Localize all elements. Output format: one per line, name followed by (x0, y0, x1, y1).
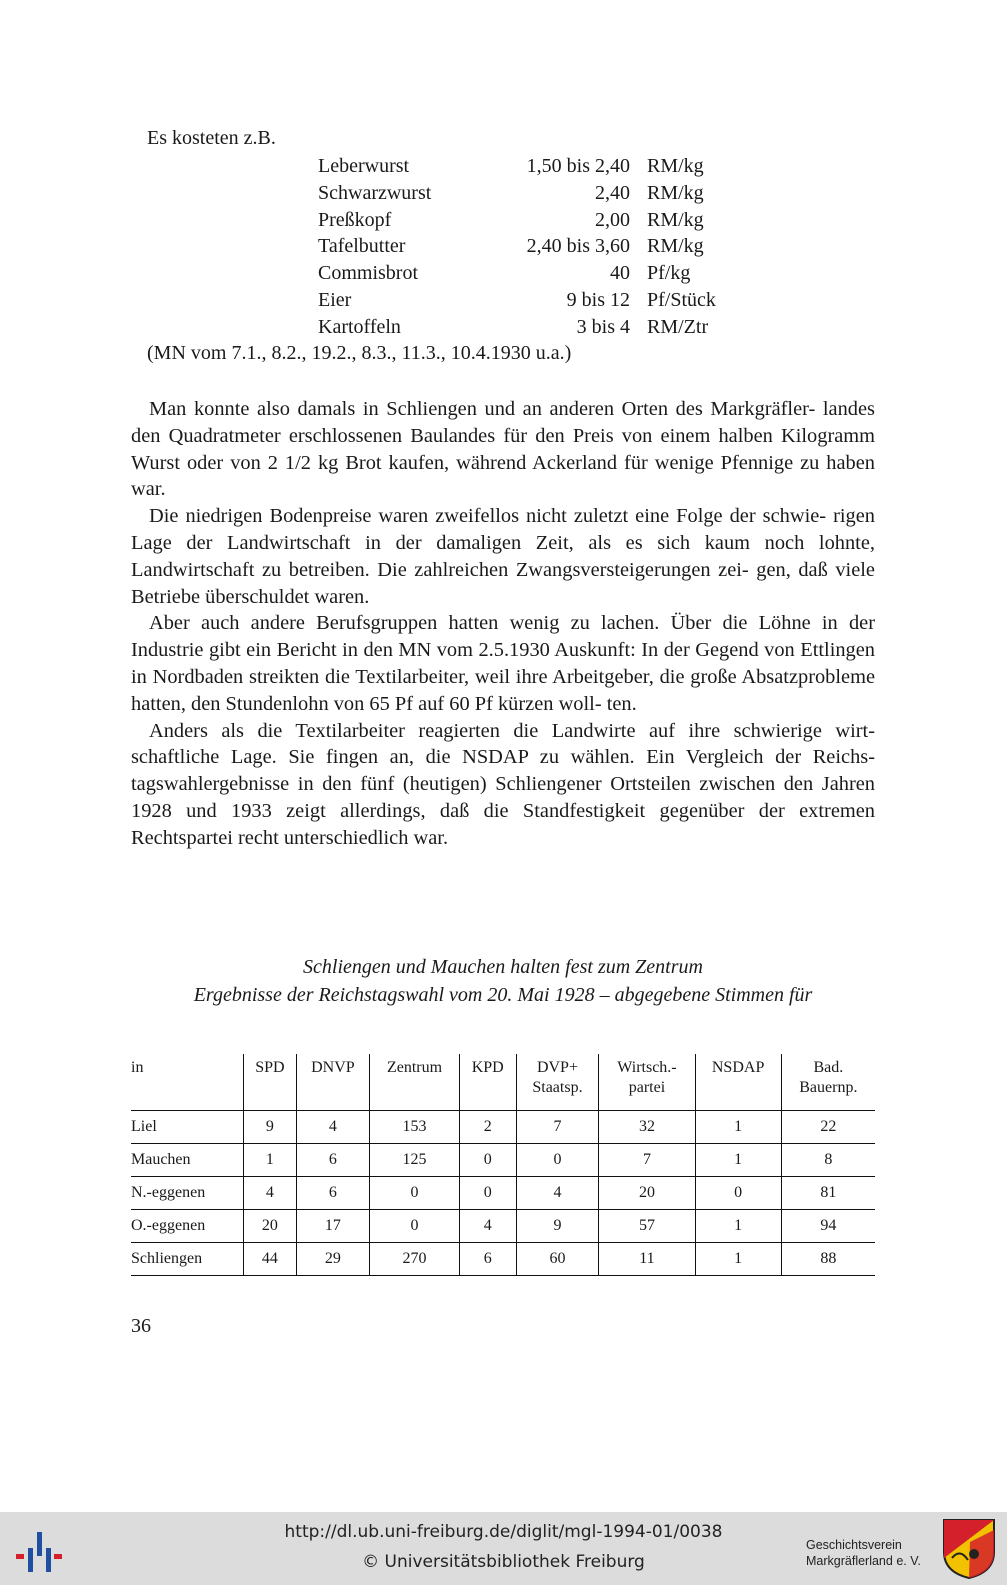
table-cell: 4 (244, 1177, 297, 1210)
table-cell: 7 (599, 1144, 695, 1177)
price-item: Leberwurst (318, 155, 410, 177)
table-cell: 9 (244, 1111, 297, 1144)
table-cell: 94 (781, 1210, 875, 1243)
table-cell: 7 (516, 1111, 599, 1144)
price-item: Commisbrot (318, 262, 419, 285)
table-cell: 0 (370, 1177, 460, 1210)
table-caption-title: Schliengen und Mauchen halten fest zum Zentrum (303, 956, 703, 978)
table-cell: 1 (695, 1243, 781, 1276)
viewer-footer (0, 1512, 1007, 1585)
price-row (318, 207, 738, 234)
document-url-link[interactable]: http://dl.ub.uni-freiburg.de/diglit/mgl-1994-01/0038 (284, 1522, 723, 1542)
table-cell: 0 (370, 1210, 460, 1243)
body-text (131, 396, 875, 852)
table-cell: Liel (131, 1111, 244, 1144)
table-row (131, 1177, 875, 1210)
table-cell: 0 (459, 1144, 516, 1177)
table-cell: 1 (695, 1144, 781, 1177)
table-row (131, 1111, 875, 1144)
price-value: 1,50 bis 2,40 (526, 155, 630, 177)
table-cell: 32 (599, 1111, 695, 1144)
society-name[interactable] (806, 1537, 921, 1569)
price-item: Schwarzwurst (318, 181, 432, 204)
table-cell: 2 (459, 1111, 516, 1144)
price-value: 40 (610, 262, 630, 285)
price-item: Tafelbutter (318, 235, 406, 258)
price-value: 2,40 bis 3,60 (526, 235, 630, 258)
table-cell: 60 (516, 1243, 599, 1276)
table-cell: 9 (516, 1210, 599, 1243)
table-row (131, 1210, 875, 1243)
price-value: 2,40 (595, 181, 630, 204)
price-item: Kartoffeln (318, 315, 401, 338)
column-header: in (131, 1054, 244, 1111)
price-item: Eier (318, 288, 352, 311)
price-source-note: (MN vom 7.1., 8.2., 19.2., 8.3., 11.3., 10.4.1930 u.a.) (147, 342, 572, 364)
table-cell: 153 (370, 1111, 460, 1144)
table-cell: 11 (599, 1243, 695, 1276)
table-cell: 1 (244, 1144, 297, 1177)
copyright-notice: © Universitätsbibliothek Freiburg (362, 1552, 645, 1572)
markgraeflerland-crest-icon[interactable] (942, 1518, 996, 1580)
table-cell: 17 (296, 1210, 369, 1243)
column-header: DNVP (296, 1054, 369, 1111)
table-caption-subtitle: Ergebnisse der Reichstagswahl vom 20. Mai 1928 – abgegebene Stimmen für (193, 984, 813, 1006)
page-number: 36 (131, 1315, 151, 1337)
table-cell: 1 (695, 1111, 781, 1144)
paragraph: Anders als die Textilarbeiter reagierten die Landwirte auf ihre schwierige wirt- schaftliche Lage. Sie fingen an, die NSDAP zu wählen. Ein Vergleich der Reichs- tagswahlergebnisse in den fünf (heutigen) Schliengener Ortsteilen zwischen den Jahren 1928 und 1933 zeigt allerdings, daß die Standfestigkeit gegenüber der extremen Rechtspartei recht unterschiedlich war. (131, 719, 875, 849)
price-unit: RM/kg (647, 235, 704, 258)
table-row (131, 1243, 875, 1276)
paragraph: Man konnte also damals in Schliengen und an anderen Orten des Markgräfler- landes den Quadratmeter erschlossenen Baulandes für den Preis von einem halben Kilogramm Wurst oder von 2 1/2 kg Brot kaufen, während Ackerland für wenige Pfennige zu haben war. (131, 398, 875, 501)
column-header: NSDAP (695, 1054, 781, 1111)
price-unit: RM/kg (647, 208, 704, 231)
price-item: Preßkopf (318, 208, 392, 231)
table-row (131, 1144, 875, 1177)
society-name-line: Geschichtsverein (806, 1538, 902, 1552)
price-row (318, 153, 738, 180)
table-cell: 6 (296, 1177, 369, 1210)
table-cell: 81 (781, 1177, 875, 1210)
price-row (318, 287, 738, 314)
election-results-table (131, 1054, 875, 1276)
price-unit: Pf/kg (647, 262, 691, 285)
table-cell: 6 (296, 1144, 369, 1177)
table-cell: 6 (459, 1243, 516, 1276)
price-unit: Pf/Stück (647, 288, 716, 311)
table-cell: 20 (244, 1210, 297, 1243)
table-cell: 4 (516, 1177, 599, 1210)
table-cell: 125 (370, 1144, 460, 1177)
table-cell: Schliengen (131, 1243, 244, 1276)
table-cell: 4 (296, 1111, 369, 1144)
column-header: DVP+ Staatsp. (516, 1054, 599, 1111)
column-header: KPD (459, 1054, 516, 1111)
table-cell: N.-eggenen (131, 1177, 244, 1210)
price-value: 3 bis 4 (576, 315, 630, 338)
price-unit: RM/Ztr (647, 315, 709, 338)
table-cell: 270 (370, 1243, 460, 1276)
table-cell: 1 (695, 1210, 781, 1243)
table-cell: 0 (695, 1177, 781, 1210)
price-row (318, 180, 738, 207)
price-list (318, 153, 738, 341)
price-unit: RM/kg (647, 181, 704, 204)
table-cell: O.-eggenen (131, 1210, 244, 1243)
table-cell: 88 (781, 1243, 875, 1276)
column-header: SPD (244, 1054, 297, 1111)
paragraph: Die niedrigen Bodenpreise waren zweifellos nicht zuletzt eine Folge der schwie- rigen Lage der Landwirtschaft in der damaligen Zeit, als es sich kaum noch lohnte, Landwirtschaft zu betreiben. Die zahlreichen Zwangsversteigerungen zei- gen, daß viele Betriebe überschuldet waren. (131, 505, 875, 608)
price-list-intro: Es kosteten z.B. (147, 127, 276, 149)
table-cell: Mauchen (131, 1144, 244, 1177)
price-row (318, 314, 738, 341)
table-cell: 20 (599, 1177, 695, 1210)
table-cell: 22 (781, 1111, 875, 1144)
table-cell: 29 (296, 1243, 369, 1276)
price-value: 9 bis 12 (566, 288, 630, 311)
paragraph: Aber auch andere Berufsgruppen hatten wenig zu lachen. Über die Löhne in der Industrie gibt ein Bericht in den MN vom 2.5.1930 Auskunft: In der Gegend von Ettlingen in Nordbaden streikten die Textilarbeiter, weil ihre Arbeitgeber, die große Absatzprobleme hatten, den Stundenlohn von 65 Pf auf 60 Pf kürzen woll- ten. (131, 612, 875, 715)
price-row (318, 260, 738, 287)
society-name-line: Markgräflerland e. V. (806, 1554, 921, 1568)
price-value: 2,00 (595, 208, 630, 231)
column-header: Bad. Bauernp. (781, 1054, 875, 1111)
column-header: Zentrum (370, 1054, 460, 1111)
column-header: Wirtsch.- partei (599, 1054, 695, 1111)
table-cell: 0 (459, 1177, 516, 1210)
table-cell: 8 (781, 1144, 875, 1177)
table-header-row (131, 1054, 875, 1111)
table-cell: 57 (599, 1210, 695, 1243)
table-cell: 44 (244, 1243, 297, 1276)
price-unit: RM/kg (647, 155, 704, 177)
table-cell: 4 (459, 1210, 516, 1243)
table-cell: 0 (516, 1144, 599, 1177)
price-row (318, 233, 738, 260)
